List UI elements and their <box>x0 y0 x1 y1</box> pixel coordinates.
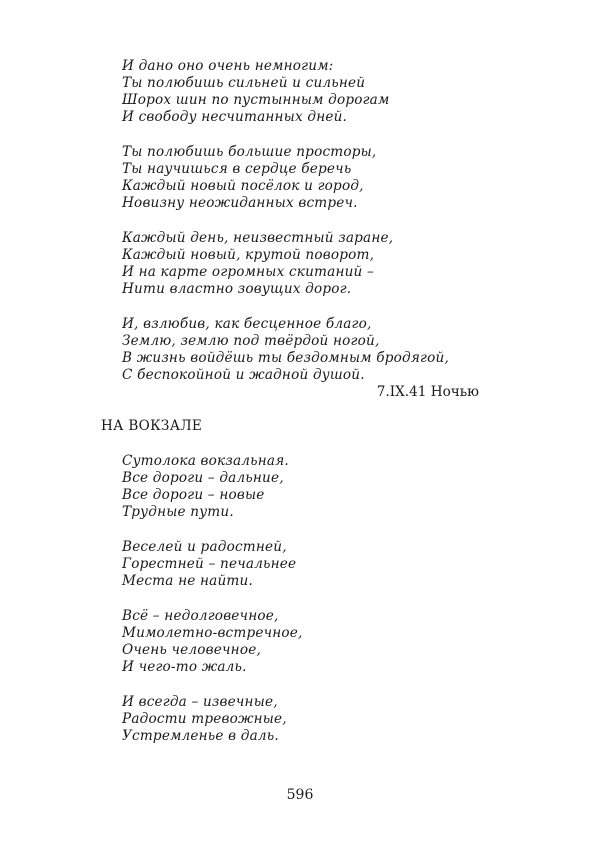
poem1-line: Шорох шин по пустынным дорогам <box>122 92 390 108</box>
poem2-line: Все дороги – дальние, <box>122 470 284 486</box>
poem2-line: И всегда – извечные, <box>122 694 278 710</box>
poem2-line: Горестней – печальнее <box>122 556 297 572</box>
page-number: 596 <box>286 787 314 803</box>
poem1-line: В жизнь войдёшь ты бездомным бродягой, <box>122 350 449 366</box>
poem2-line: Все дороги – новые <box>122 487 265 503</box>
poem2-line: Радости тревожные, <box>122 711 287 727</box>
poem1-line: С беспокойной и жадной душой. <box>122 367 365 383</box>
poem2-line: Трудные пути. <box>122 504 234 520</box>
poem2-line: Веселей и радостней, <box>122 539 287 555</box>
poem1-line: Каждый день, неизвестный заране, <box>122 230 394 246</box>
poem2-title: НА ВОКЗАЛЕ <box>101 418 203 434</box>
poem1-line: Каждый новый, крутой поворот, <box>122 247 375 263</box>
poem2-line: Очень человечное, <box>122 642 261 658</box>
poem1-line: И, взлюбив, как бесценное благо, <box>122 316 372 332</box>
poem1-line: Ты полюбишь сильней и сильней <box>122 75 366 91</box>
poem1-line: И дано оно очень немногим: <box>122 58 334 74</box>
poem2-line: Устремленье в даль. <box>122 728 279 744</box>
poem1-line: Землю, землю под твёрдой ногой, <box>122 333 380 349</box>
poem1-line: Нити властно зовущих дорог. <box>122 281 352 297</box>
poem1-line: Ты научишься в сердце беречь <box>122 161 352 177</box>
poem1-date: 7.IX.41 Ночью <box>376 384 479 400</box>
poem2-line: Мимолетно-встречное, <box>122 625 303 641</box>
poem2-line: Сутолока вокзальная. <box>122 453 289 469</box>
poem2-line: Места не найти. <box>122 573 253 589</box>
poem2-line: И чего-то жаль. <box>122 659 247 675</box>
poem1-line: Новизну неожиданных встреч. <box>122 195 358 211</box>
poem1-line: Каждый новый посёлок и город, <box>122 178 364 194</box>
poem1-line: И на карте огромных скитаний – <box>122 264 375 280</box>
poem1-line: Ты полюбишь большие просторы, <box>122 144 377 160</box>
poem2-line: Всё – недолговечное, <box>122 608 279 624</box>
poem1-line: И свободу несчитанных дней. <box>122 109 348 125</box>
